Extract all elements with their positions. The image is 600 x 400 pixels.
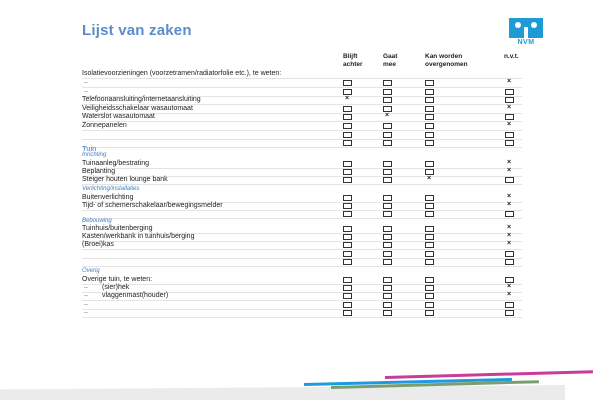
footer-band bbox=[0, 385, 565, 400]
checkbox[interactable] bbox=[343, 140, 352, 146]
checkbox[interactable] bbox=[383, 285, 392, 291]
checkbox[interactable] bbox=[383, 169, 392, 175]
checkbox[interactable] bbox=[343, 293, 352, 299]
checkbox[interactable] bbox=[383, 277, 392, 283]
checkbox[interactable] bbox=[343, 277, 352, 283]
checkbox[interactable] bbox=[343, 106, 352, 112]
row-label: Kasten/werkbank in tuinhuis/berging bbox=[82, 233, 195, 241]
group-subtitle: Overig bbox=[82, 268, 100, 274]
checked-checkbox[interactable]: × bbox=[344, 95, 350, 103]
checkbox[interactable] bbox=[343, 123, 352, 129]
row-label: – bbox=[84, 87, 88, 95]
checked-checkbox[interactable]: × bbox=[506, 103, 512, 111]
checkbox[interactable] bbox=[425, 123, 434, 129]
checked-checkbox[interactable]: × bbox=[506, 159, 512, 166]
checkbox[interactable] bbox=[383, 97, 392, 103]
checkbox[interactable] bbox=[505, 97, 514, 103]
checkbox[interactable] bbox=[505, 251, 514, 257]
table-row bbox=[82, 139, 522, 148]
checked-checkbox[interactable]: × bbox=[506, 240, 512, 248]
checkbox[interactable] bbox=[505, 89, 514, 95]
checkbox[interactable] bbox=[505, 302, 514, 308]
checked-checkbox[interactable]: × bbox=[506, 291, 512, 299]
checkbox[interactable] bbox=[383, 302, 392, 308]
row-label: Buitenverlichting bbox=[82, 194, 134, 201]
checkbox[interactable] bbox=[425, 203, 434, 209]
checkbox[interactable] bbox=[425, 106, 434, 112]
row-label: (Broei)kas bbox=[82, 241, 114, 249]
checkbox[interactable] bbox=[383, 89, 392, 95]
checked-checkbox[interactable]: × bbox=[506, 232, 512, 240]
checkbox[interactable] bbox=[505, 177, 514, 183]
row-label: – bbox=[84, 308, 88, 316]
checkbox[interactable] bbox=[383, 310, 392, 316]
checkbox[interactable] bbox=[425, 234, 434, 240]
checkbox[interactable] bbox=[425, 161, 434, 167]
column-header-kan-worden-overgenomen: Kan worden overgenomen bbox=[425, 53, 468, 68]
checkbox[interactable] bbox=[343, 242, 352, 248]
column-header-blijft-achter: Blijft achter bbox=[343, 53, 363, 68]
row-label: Tuinaanleg/bestrating bbox=[82, 160, 150, 167]
checkbox[interactable] bbox=[383, 211, 392, 217]
checkbox[interactable] bbox=[343, 310, 352, 316]
logo-text: NVM bbox=[517, 39, 535, 46]
checkbox[interactable] bbox=[505, 277, 514, 283]
checkbox[interactable] bbox=[383, 226, 392, 232]
checkbox[interactable] bbox=[343, 203, 352, 209]
table-row bbox=[82, 258, 522, 267]
checkbox[interactable] bbox=[343, 251, 352, 257]
row-label: Waterslot wasautomaat bbox=[82, 113, 155, 121]
column-header-nvt: n.v.t. bbox=[504, 53, 519, 60]
checkbox[interactable] bbox=[383, 234, 392, 240]
checkbox[interactable] bbox=[505, 132, 514, 138]
table-row bbox=[82, 309, 522, 318]
checkbox[interactable] bbox=[343, 211, 352, 217]
section-title-tuin: Tuin bbox=[82, 144, 97, 153]
group-subtitle: Inrichting bbox=[82, 152, 107, 158]
checkbox[interactable] bbox=[343, 259, 352, 265]
row-label: – bbox=[84, 79, 88, 86]
checkbox[interactable] bbox=[425, 195, 434, 201]
row-label: – bbox=[84, 300, 88, 308]
checkbox[interactable] bbox=[425, 169, 434, 175]
row-label: Overige tuin, te weten: bbox=[82, 276, 153, 283]
checkbox[interactable] bbox=[343, 80, 352, 86]
checked-checkbox[interactable]: × bbox=[384, 112, 390, 120]
row-label: Steiger houten lounge bank bbox=[82, 176, 168, 184]
checkbox[interactable] bbox=[343, 285, 352, 291]
row-label: Zonnepanelen bbox=[82, 122, 127, 129]
section-intro bbox=[82, 70, 522, 79]
checked-checkbox[interactable]: × bbox=[426, 175, 432, 183]
checkbox[interactable] bbox=[425, 140, 434, 146]
checkbox[interactable] bbox=[425, 310, 434, 316]
logo-mark-icon bbox=[509, 18, 543, 38]
checkbox[interactable] bbox=[505, 211, 514, 217]
checkbox[interactable] bbox=[383, 177, 392, 183]
checkbox[interactable] bbox=[383, 259, 392, 265]
checkbox[interactable] bbox=[425, 293, 434, 299]
checkbox[interactable] bbox=[383, 293, 392, 299]
checkbox[interactable] bbox=[425, 277, 434, 283]
checkbox[interactable] bbox=[343, 89, 352, 95]
checkbox[interactable] bbox=[383, 251, 392, 257]
checked-checkbox[interactable]: × bbox=[506, 121, 512, 128]
checkbox[interactable] bbox=[505, 140, 514, 146]
checkbox[interactable] bbox=[383, 132, 392, 138]
table-row bbox=[82, 210, 522, 219]
row-label: Beplanting bbox=[82, 168, 116, 176]
checkbox[interactable] bbox=[383, 80, 392, 86]
checkbox[interactable] bbox=[425, 226, 434, 232]
checkbox[interactable] bbox=[425, 302, 434, 308]
checkbox[interactable] bbox=[425, 132, 434, 138]
checkbox[interactable] bbox=[425, 242, 434, 248]
checkbox[interactable] bbox=[383, 242, 392, 248]
column-header-gaat-mee: Gaat mee bbox=[383, 53, 398, 68]
checkbox[interactable] bbox=[383, 140, 392, 146]
checkbox[interactable] bbox=[343, 226, 352, 232]
checkbox[interactable] bbox=[425, 97, 434, 103]
checked-checkbox[interactable]: × bbox=[506, 283, 512, 291]
group-subtitle: Verlichting/installaties bbox=[82, 186, 140, 192]
checkbox[interactable] bbox=[383, 106, 392, 112]
checkbox[interactable] bbox=[343, 161, 352, 167]
row-label: vlaggenmast(houder) bbox=[102, 292, 169, 300]
checkbox[interactable] bbox=[505, 310, 514, 316]
checked-checkbox[interactable]: × bbox=[506, 78, 512, 85]
dash-marker: – bbox=[84, 292, 88, 300]
checkbox[interactable] bbox=[383, 161, 392, 167]
nvm-logo bbox=[509, 18, 543, 48]
checkbox[interactable] bbox=[505, 259, 514, 265]
row-label: Tuinhuis/buitenberging bbox=[82, 225, 153, 232]
row-label: Tijd- of schemerschakelaar/bewegingsmelder bbox=[82, 202, 223, 210]
row-label: Veiligheidsschakelaar wasautomaat bbox=[82, 104, 193, 112]
group-subtitle: Bebouwing bbox=[82, 218, 112, 224]
checkbox[interactable] bbox=[343, 132, 352, 138]
checkbox[interactable] bbox=[343, 302, 352, 308]
checkbox[interactable] bbox=[383, 195, 392, 201]
checkbox[interactable] bbox=[343, 169, 352, 175]
checkbox[interactable] bbox=[425, 211, 434, 217]
page-title: Lijst van zaken bbox=[82, 22, 192, 39]
checkbox[interactable] bbox=[425, 80, 434, 86]
checkbox[interactable] bbox=[425, 251, 434, 257]
checked-checkbox[interactable]: × bbox=[506, 224, 512, 231]
checked-checkbox[interactable]: × bbox=[506, 201, 512, 209]
checkbox[interactable] bbox=[425, 89, 434, 95]
checked-checkbox[interactable]: × bbox=[506, 167, 512, 175]
row-label: (sier)hek bbox=[102, 284, 130, 292]
intro-label: Isolatievoorzieningen (voorzetramen/radiatorfolie etc.), te weten: bbox=[82, 70, 282, 77]
checked-checkbox[interactable]: × bbox=[506, 193, 512, 200]
checkbox[interactable] bbox=[343, 195, 352, 201]
dash-marker: – bbox=[84, 284, 88, 292]
checkbox[interactable] bbox=[343, 177, 352, 183]
checkbox[interactable] bbox=[343, 114, 352, 120]
checkbox[interactable] bbox=[383, 203, 392, 209]
checkbox[interactable] bbox=[425, 114, 434, 120]
checkbox[interactable] bbox=[425, 259, 434, 265]
row-label: Telefoonaansluiting/internetaansluiting bbox=[82, 96, 201, 104]
checkbox[interactable] bbox=[383, 123, 392, 129]
checkbox[interactable] bbox=[425, 285, 434, 291]
table-row bbox=[82, 176, 522, 185]
checkbox[interactable] bbox=[343, 234, 352, 240]
checkbox[interactable] bbox=[505, 114, 514, 120]
